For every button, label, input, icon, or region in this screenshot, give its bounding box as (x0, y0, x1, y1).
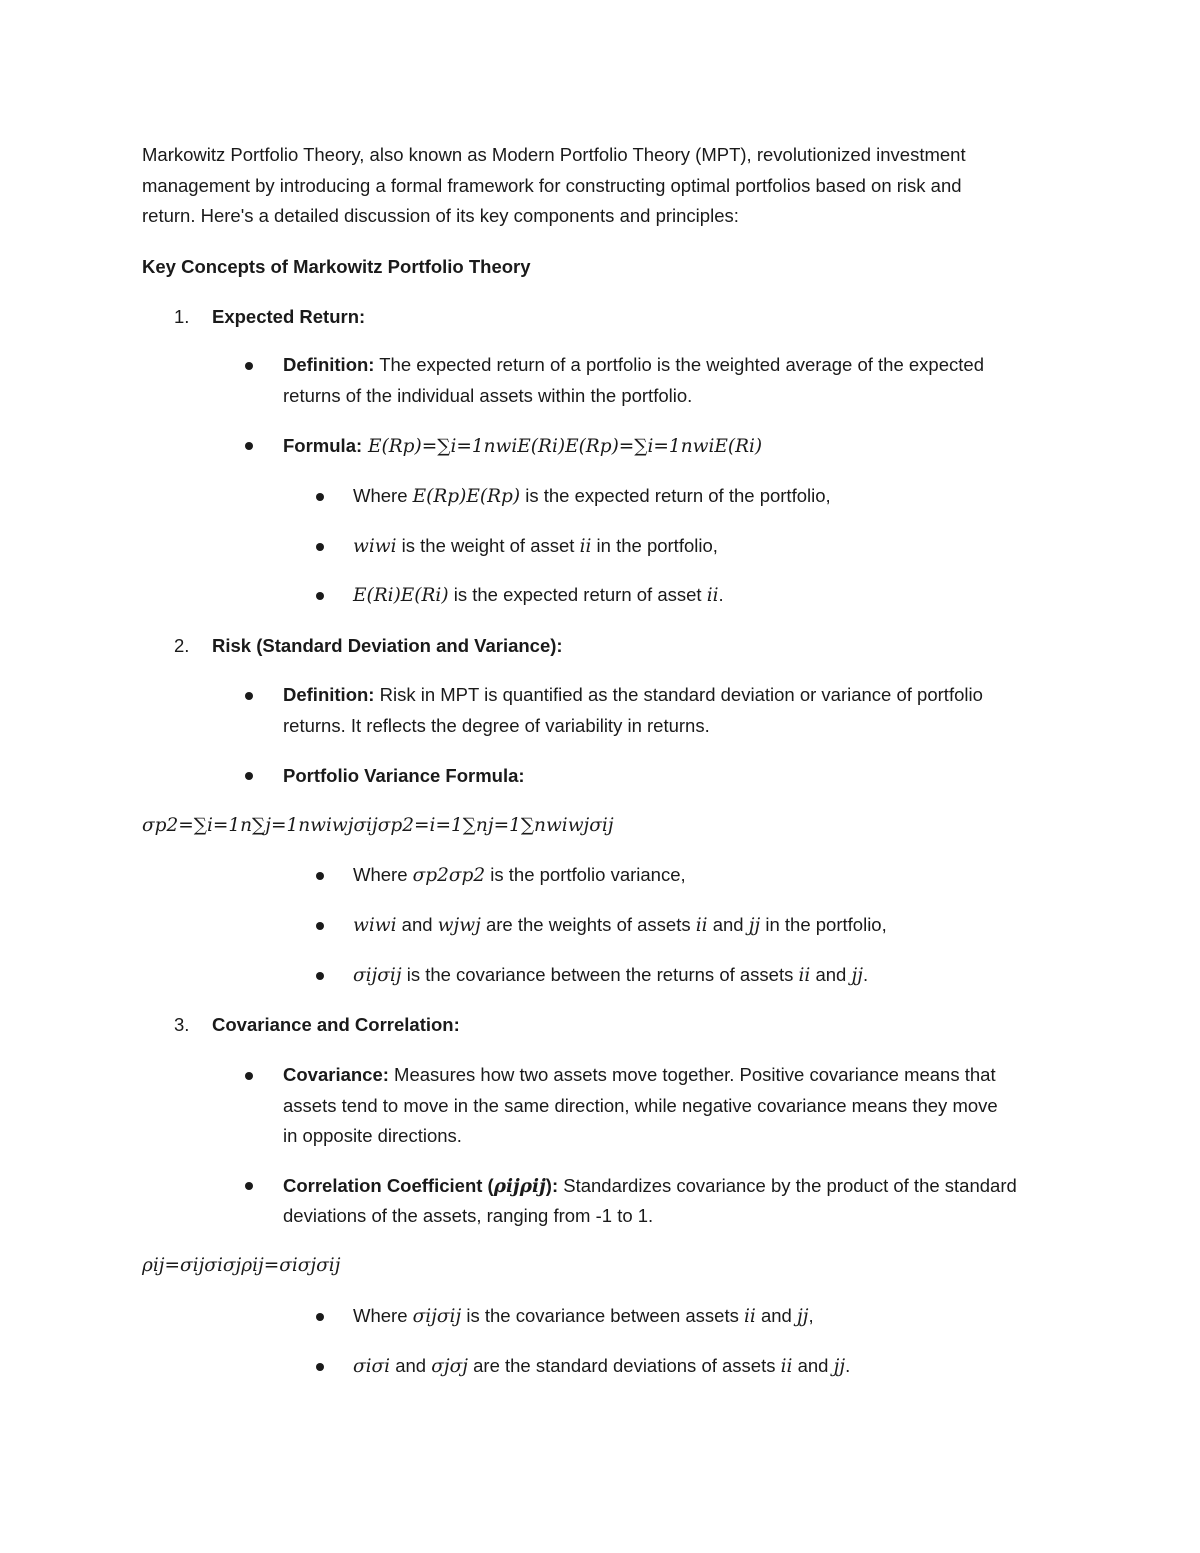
where-text: are the standard deviations of assets (467, 1355, 781, 1376)
where-text: Where (353, 485, 413, 506)
section-3-correlation-line-2: deviations of the assets, ranging from -1 to 1. (283, 1205, 654, 1226)
where-text: in the portfolio, (760, 914, 887, 935)
section-2-definition-line-2: returns. It reflects the degree of variability in returns. (283, 715, 710, 736)
math-symbol: ii (695, 915, 708, 936)
math-symbol: ii (744, 1306, 756, 1327)
section-1-where-1 (353, 484, 831, 509)
section-2-where-3 (353, 963, 868, 988)
bullet-icon (245, 362, 253, 370)
where-text: and (810, 964, 852, 985)
correlation-text: Standardizes covariance by the product of the standard (558, 1175, 1017, 1196)
math-symbol: σjσj (431, 1356, 468, 1377)
section-3-where-2 (353, 1354, 850, 1379)
portfolio-variance-formula: σp2=∑i=1n∑j=1nwiwjσijσp2=i=1∑nj=1∑nwiwjσij (142, 815, 614, 836)
section-1-where-2 (353, 534, 718, 559)
formula-label: Formula: (283, 435, 363, 456)
where-text: in the portfolio, (591, 535, 718, 556)
where-text: , (808, 1305, 814, 1326)
section-2-where-2 (353, 913, 887, 938)
correlation-label: Correlation Coefficient ( (283, 1175, 494, 1196)
bullet-icon (316, 1313, 324, 1321)
where-text: is the covariance between assets (461, 1305, 744, 1326)
definition-text: The expected return of a portfolio is the weighted average of the expected (374, 354, 984, 375)
expected-return-formula: E(Rp)=∑i=1nwiE(Ri)E(Rp)=∑i=1nwiE(Ri) (362, 436, 763, 457)
bullet-icon (316, 592, 324, 600)
bullet-icon (245, 1182, 253, 1190)
math-symbol: σijσij (412, 1306, 462, 1327)
where-text: . (862, 964, 869, 985)
section-3-title: Covariance and Correlation: (212, 1014, 460, 1035)
section-2-where-1 (353, 863, 686, 888)
where-text: are the weights of assets (480, 914, 696, 935)
where-text: Where (353, 864, 413, 885)
section-3-covariance-line-2: assets tend to move in the same direction, while negative covariance means they move (283, 1095, 998, 1116)
section-1-where-3 (353, 583, 724, 608)
math-symbol: ii (706, 585, 719, 606)
math-symbol: wjwj (437, 915, 481, 936)
where-text: . (845, 1355, 851, 1376)
section-3-covariance-line-1 (283, 1063, 996, 1087)
where-text: is the expected return of asset (448, 584, 707, 605)
bullet-icon (316, 1363, 324, 1371)
section-3-where-1 (353, 1304, 814, 1329)
math-symbol: ii (798, 965, 811, 986)
definition-text: Risk in MPT is quantified as the standard deviation or variance of portfolio (374, 684, 983, 705)
math-symbol: E(Rp)E(Rp) (412, 486, 521, 507)
covariance-text: Measures how two assets move together. Positive covariance means that (388, 1064, 996, 1085)
where-text: and (707, 914, 749, 935)
intro-line-3: return. Here's a detailed discussion of its key components and principles: (142, 205, 739, 226)
definition-label: Definition: (283, 354, 375, 375)
section-3-covariance-line-3: in opposite directions. (283, 1125, 462, 1146)
bullet-icon (316, 543, 324, 551)
section-1-definition-line-2: returns of the individual assets within the portfolio. (283, 385, 693, 406)
math-symbol: ρijρij (493, 1176, 546, 1197)
where-text: and (390, 1355, 432, 1376)
list-number-3: 3. (174, 1014, 190, 1035)
section-heading: Key Concepts of Markowitz Portfolio Theory (142, 256, 531, 277)
where-text: . (718, 584, 724, 605)
math-symbol: wiwi (353, 915, 397, 936)
math-symbol: jj (833, 1356, 846, 1377)
definition-label: Definition: (283, 684, 375, 705)
bullet-icon (316, 493, 324, 501)
bullet-icon (245, 1072, 253, 1080)
section-2-definition-line-1 (283, 683, 983, 707)
bullet-icon (245, 442, 253, 450)
section-1-title: Expected Return: (212, 306, 366, 327)
section-3-correlation-line-1 (283, 1174, 1017, 1199)
covariance-label: Covariance: (283, 1064, 389, 1085)
math-symbol: σijσij (353, 965, 402, 986)
portfolio-variance-label: Portfolio Variance Formula: (283, 765, 525, 786)
list-number-2: 2. (174, 635, 190, 656)
bullet-icon (245, 772, 253, 780)
where-text: and (792, 1355, 834, 1376)
bullet-icon (316, 922, 324, 930)
where-text: and (755, 1305, 797, 1326)
bullet-icon (245, 692, 253, 700)
where-text: is the weight of asset (396, 535, 580, 556)
where-text: is the covariance between the returns of assets (401, 964, 799, 985)
where-text: Where (353, 1305, 413, 1326)
math-symbol: ii (780, 1356, 793, 1377)
math-symbol: jj (748, 915, 761, 936)
correlation-formula: ρij=σijσiσjρij=σiσjσij (142, 1255, 341, 1276)
intro-line-1: Markowitz Portfolio Theory, also known as Modern Portfolio Theory (MPT), revolutionized investment (142, 144, 966, 165)
where-text: is the portfolio variance, (485, 864, 686, 885)
section-2-title: Risk (Standard Deviation and Variance): (212, 635, 563, 656)
math-symbol: E(Ri)E(Ri) (353, 585, 449, 606)
where-text: and (396, 914, 438, 935)
math-symbol: jj (797, 1306, 809, 1327)
section-1-formula (283, 434, 762, 459)
bullet-icon (316, 872, 324, 880)
math-symbol: ii (579, 536, 592, 557)
math-symbol: wiwi (353, 536, 397, 557)
bullet-icon (316, 972, 324, 980)
intro-line-2: management by introducing a formal framework for constructing optimal portfolios based on risk and (142, 175, 962, 196)
section-1-definition-line-1 (283, 353, 984, 377)
list-number-1: 1. (174, 306, 190, 327)
math-symbol: jj (851, 965, 863, 986)
math-symbol: σp2σp2 (412, 865, 486, 886)
where-text: is the expected return of the portfolio, (520, 485, 831, 506)
correlation-label-end: ): (545, 1175, 559, 1196)
math-symbol: σiσi (353, 1356, 391, 1377)
